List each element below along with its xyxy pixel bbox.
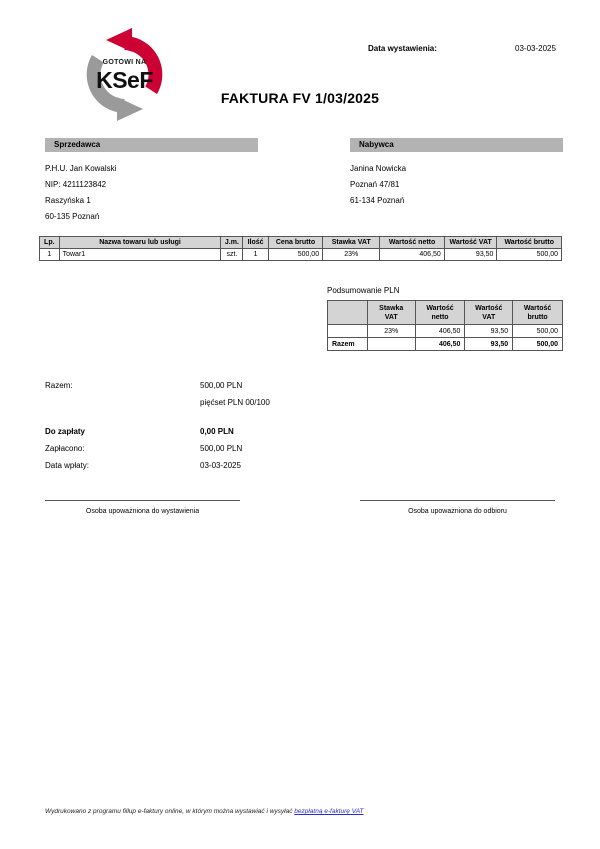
totals-spacer [45, 415, 375, 427]
totals-sum-value: 500,00 PLN [200, 381, 243, 390]
column-header-vat-rate: Stawka VAT [323, 237, 380, 249]
column-header-net: Wartość netto [380, 237, 444, 249]
totals-row-paid [45, 444, 375, 461]
summary-column-gross: Wartość brutto [513, 301, 563, 325]
cell-lp: 1 [40, 249, 60, 261]
cell-gross: 500,00 [497, 249, 562, 261]
seller-line: 60-135 Poznań [45, 212, 100, 221]
seller-line: Raszyńska 1 [45, 196, 91, 205]
totals-payment-date-value: 03-03-2025 [200, 461, 241, 470]
summary-cell-vat-value: 93,50 [465, 325, 513, 338]
buyer-details [350, 161, 563, 209]
summary-cell-net: 406,50 [415, 325, 465, 338]
column-header-price: Cena brutto [268, 237, 322, 249]
issue-date-value: 03-03-2025 [515, 44, 556, 53]
totals-due-label: Do zapłaty [45, 427, 86, 436]
buyer-line: 61-134 Poznań [350, 196, 405, 205]
cell-vat-rate: 23% [323, 249, 380, 261]
table-header-row [40, 237, 562, 249]
summary-header-row [328, 301, 563, 325]
cell-net: 406,50 [380, 249, 444, 261]
signature-issuer [45, 500, 240, 515]
summary-total-vat-rate [367, 338, 415, 351]
signature-receiver [360, 500, 555, 515]
totals-sum-label: Razem: [45, 381, 73, 390]
totals-row-in-words [45, 398, 375, 415]
summary-column-vat-rate: Stawka VAT [367, 301, 415, 325]
invoice-header [0, 0, 600, 130]
summary-cell-label [328, 325, 368, 338]
totals-payment-date-label: Data wpłaty: [45, 461, 90, 470]
cell-price: 500,00 [268, 249, 322, 261]
summary-cell-vat-rate: 23% [367, 325, 415, 338]
buyer-heading: Nabywca [350, 138, 563, 152]
seller-block [45, 138, 258, 225]
vat-summary-block [327, 286, 563, 351]
column-header-unit: J.m. [221, 237, 243, 249]
seller-line: NIP: 4211123842 [45, 180, 107, 189]
cell-vat-value: 93,50 [444, 249, 497, 261]
signature-line [45, 500, 240, 501]
summary-column-net: Wartość netto [415, 301, 465, 325]
signature-line [360, 500, 555, 501]
ksef-logo [72, 22, 177, 127]
cell-name: Towar1 [59, 249, 221, 261]
summary-total-label: Razem [328, 338, 368, 351]
logo-main-text: KSeF [96, 67, 153, 93]
summary-total-row [328, 338, 563, 351]
summary-row [328, 325, 563, 338]
summary-caption: Podsumowanie PLN [327, 286, 400, 295]
column-header-lp: Lp. [40, 237, 60, 249]
totals-paid-value: 500,00 PLN [200, 444, 243, 453]
totals-due-value: 0,00 PLN [200, 427, 234, 436]
totals-row-due [45, 427, 375, 444]
totals-paid-label: Zapłacono: [45, 444, 85, 453]
footer-text: Wydrukowano z programu fillup e-faktury online, w którym można wystawiać i wysyłać [45, 808, 295, 815]
summary-total-net: 406,50 [415, 338, 465, 351]
seller-heading: Sprzedawca [45, 138, 258, 152]
summary-column-blank [328, 301, 368, 325]
issue-date-label: Data wystawienia: [368, 44, 437, 53]
footer-note [45, 808, 364, 815]
logo-red-arrowhead [106, 28, 132, 52]
summary-column-vat-value: Wartość VAT [465, 301, 513, 325]
line-items-table [39, 236, 562, 261]
ksef-logo-graphic [72, 22, 177, 127]
signature-block [0, 500, 600, 530]
page-title: FAKTURA FV 1/03/2025 [220, 90, 380, 106]
cell-unit: szt. [221, 249, 243, 261]
summary-total-gross: 500,00 [513, 338, 563, 351]
totals-row-payment-date [45, 461, 375, 478]
seller-details [45, 161, 258, 225]
column-header-name: Nazwa towaru lub usługi [59, 237, 221, 249]
column-header-quantity: Ilość [243, 237, 269, 249]
signature-issuer-label: Osoba upoważniona do wystawienia [85, 508, 200, 515]
signature-receiver-label: Osoba upoważniona do odbioru [408, 508, 507, 515]
summary-cell-gross: 500,00 [513, 325, 563, 338]
column-header-gross: Wartość brutto [497, 237, 562, 249]
table-row [40, 249, 562, 261]
column-header-vat-value: Wartość VAT [444, 237, 497, 249]
summary-total-vat-value: 93,50 [465, 338, 513, 351]
vat-summary-table [327, 300, 563, 351]
free-einvoice-link[interactable]: bezpłatną e-fakturę VAT [294, 808, 364, 815]
buyer-line: Poznań 47/81 [350, 180, 400, 189]
totals-amount-in-words: pięćset PLN 00/100 [200, 398, 270, 407]
totals-row-sum [45, 381, 375, 398]
cell-quantity: 1 [243, 249, 269, 261]
seller-line: P.H.U. Jan Kowalski [45, 164, 117, 173]
payment-totals-block [45, 381, 375, 478]
buyer-block [350, 138, 563, 209]
logo-top-text: GOTOWI NA [102, 59, 147, 66]
buyer-line: Janina Nowicka [350, 164, 407, 173]
